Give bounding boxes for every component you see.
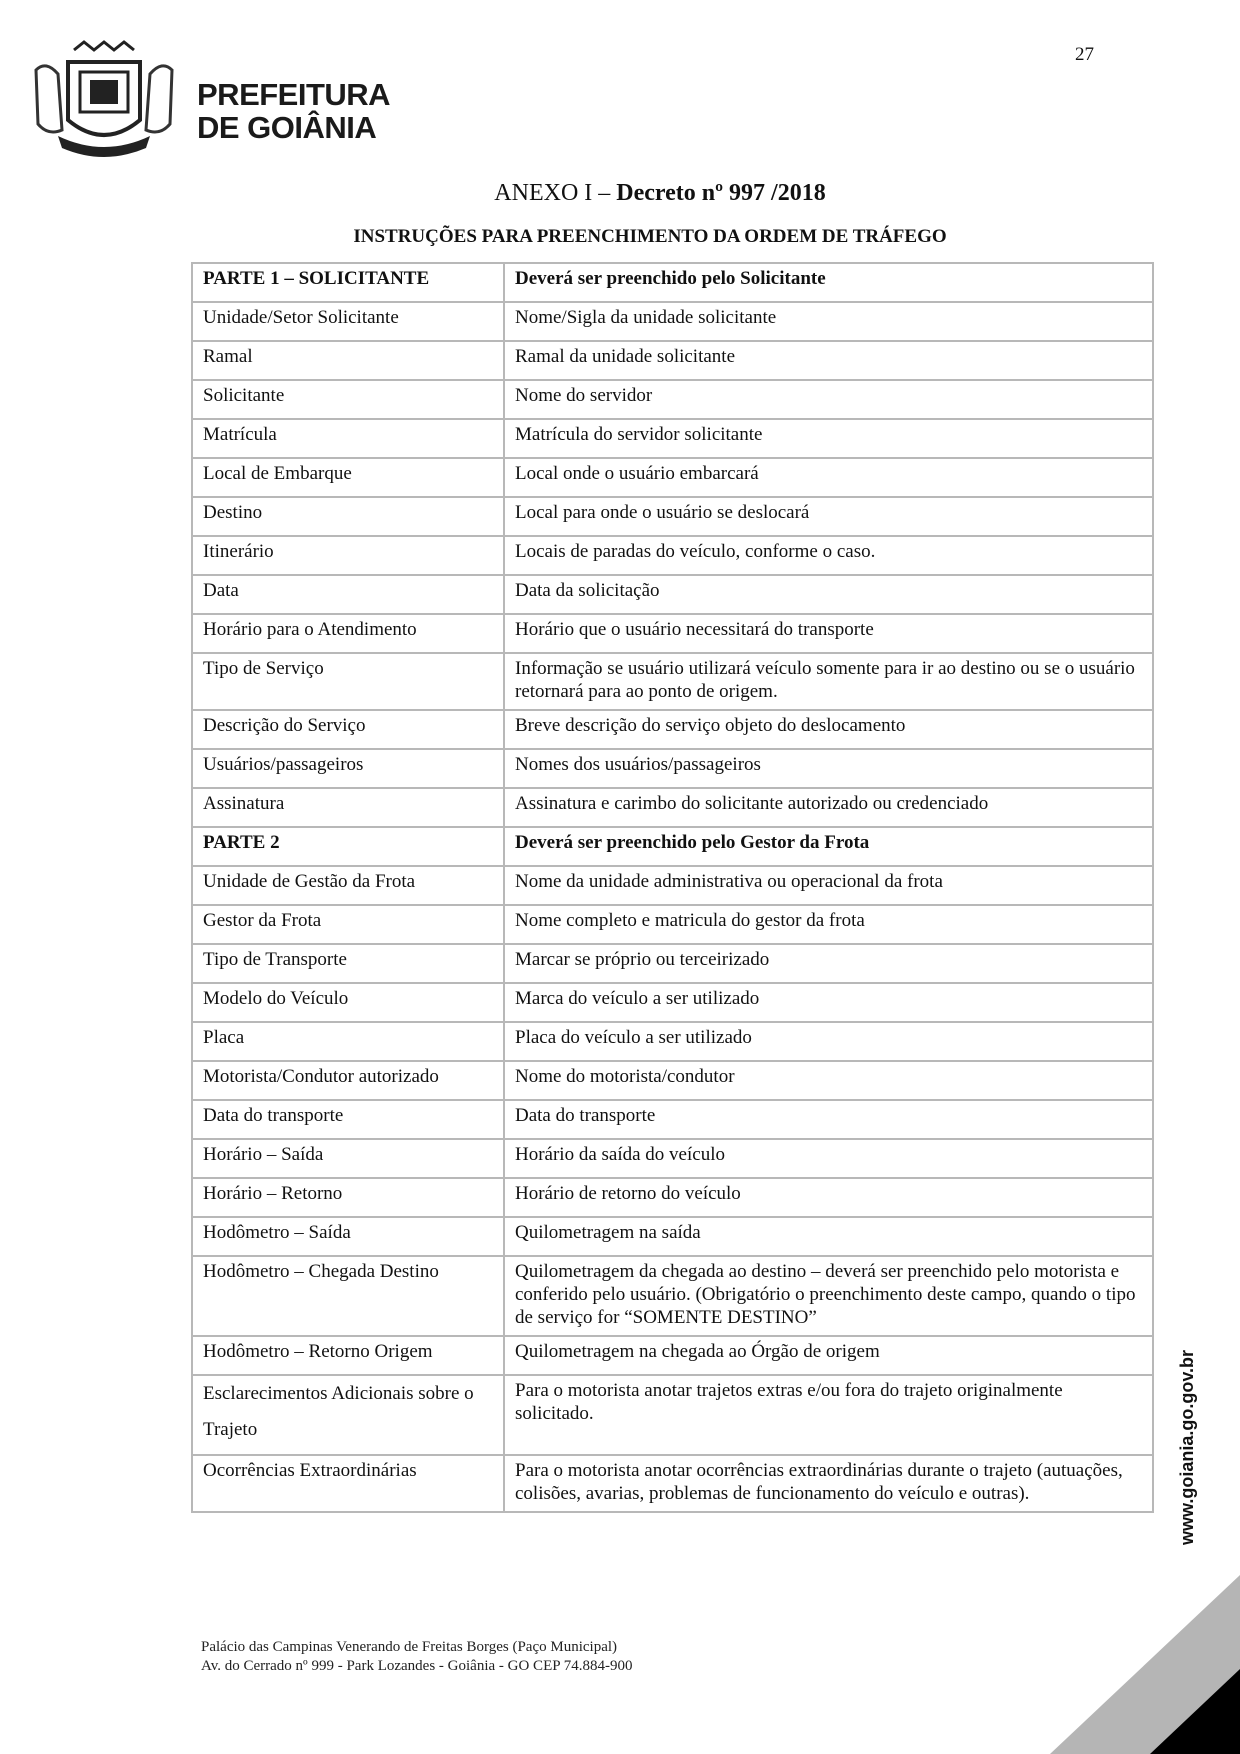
field-name-cell: Gestor da Frota [192, 905, 504, 944]
field-instruction-cell: Assinatura e carimbo do solicitante autorizado ou credenciado [504, 788, 1153, 827]
field-name-cell: Ocorrências Extraordinárias [192, 1455, 504, 1512]
table-row [192, 944, 1153, 983]
table-row [192, 1061, 1153, 1100]
table-row [192, 1022, 1153, 1061]
title-decree: Decreto nº 997 /2018 [616, 180, 826, 206]
field-name-cell: PARTE 2 [192, 827, 504, 866]
website-url: www.goiania.go.gov.br [1177, 1349, 1197, 1545]
table-row [192, 1139, 1153, 1178]
table-row [192, 983, 1153, 1022]
field-instruction-cell: Nomes dos usuários/passageiros [504, 749, 1153, 788]
field-instruction-cell: Ramal da unidade solicitante [504, 341, 1153, 380]
table-row [192, 1178, 1153, 1217]
field-instruction-cell: Deverá ser preenchido pelo Gestor da Frota [504, 827, 1153, 866]
brand-name [197, 78, 390, 144]
field-instruction-cell: Quilometragem na saída [504, 1217, 1153, 1256]
table-row [192, 866, 1153, 905]
table-row [192, 749, 1153, 788]
field-name-cell: Solicitante [192, 380, 504, 419]
field-instruction-cell: Horário de retorno do veículo [504, 1178, 1153, 1217]
field-instruction-cell: Locais de paradas do veículo, conforme o caso. [504, 536, 1153, 575]
field-name-cell: Esclarecimentos Adicionais sobre o Trajeto [192, 1375, 504, 1455]
field-instruction-cell: Deverá ser preenchido pelo Solicitante [504, 263, 1153, 302]
field-name-cell: PARTE 1 – SOLICITANTE [192, 263, 504, 302]
field-instruction-cell: Nome/Sigla da unidade solicitante [504, 302, 1153, 341]
field-instruction-cell: Local onde o usuário embarcará [504, 458, 1153, 497]
field-name-cell: Tipo de Transporte [192, 944, 504, 983]
field-instruction-cell: Para o motorista anotar ocorrências extraordinárias durante o trajeto (autuações, colisões, avarias, problemas de funcionamento do veículo e outras). [504, 1455, 1153, 1512]
field-name-cell: Tipo de Serviço [192, 653, 504, 710]
brand-line-2: DE GOIÂNIA [197, 110, 377, 145]
table-row [192, 1375, 1153, 1455]
field-instruction-cell: Data da solicitação [504, 575, 1153, 614]
table-row [192, 575, 1153, 614]
field-instruction-cell: Nome do motorista/condutor [504, 1061, 1153, 1100]
page-number: 27 [1075, 44, 1094, 65]
field-name-cell: Horário – Retorno [192, 1178, 504, 1217]
field-name-cell: Destino [192, 497, 504, 536]
field-name-cell: Assinatura [192, 788, 504, 827]
table-row [192, 302, 1153, 341]
field-name-cell: Hodômetro – Chegada Destino [192, 1256, 504, 1336]
field-instruction-cell: Para o motorista anotar trajetos extras e/ou fora do trajeto originalmente solicitado. [504, 1375, 1153, 1455]
table-row [192, 710, 1153, 749]
field-name-cell: Unidade de Gestão da Frota [192, 866, 504, 905]
table-row [192, 1455, 1153, 1512]
field-instruction-cell: Data do transporte [504, 1100, 1153, 1139]
field-instruction-cell: Placa do veículo a ser utilizado [504, 1022, 1153, 1061]
field-instruction-cell: Quilometragem da chegada ao destino – deverá ser preenchido pelo motorista e conferido pelo usuário. (Obrigatório o preenchimento deste campo, quando o tipo de serviço for “SOMENTE DESTINO” [504, 1256, 1153, 1336]
brand-line-1: PREFEITURA [197, 77, 391, 112]
field-instruction-cell: Marcar se próprio ou terceirizado [504, 944, 1153, 983]
field-instruction-cell: Horário que o usuário necessitará do transporte [504, 614, 1153, 653]
field-instruction-cell: Informação se usuário utilizará veículo somente para ir ao destino ou se o usuário retornará para ao ponto de origem. [504, 653, 1153, 710]
instructions-table [191, 262, 1154, 1513]
table-row [192, 1217, 1153, 1256]
field-instruction-cell: Nome do servidor [504, 380, 1153, 419]
table-section-row [192, 827, 1153, 866]
city-coat-of-arms-logo [28, 40, 180, 158]
field-instruction-cell: Marca do veículo a ser utilizado [504, 983, 1153, 1022]
table-row [192, 614, 1153, 653]
field-name-cell: Motorista/Condutor autorizado [192, 1061, 504, 1100]
table-row [192, 788, 1153, 827]
field-name-cell: Matrícula [192, 419, 504, 458]
table-row [192, 341, 1153, 380]
footer-address [201, 1638, 633, 1676]
document-title [0, 180, 1240, 207]
document-subtitle: INSTRUÇÕES PARA PREENCHIMENTO DA ORDEM DE TRÁFEGO [353, 226, 947, 247]
field-instruction-cell: Horário da saída do veículo [504, 1139, 1153, 1178]
field-name-cell: Unidade/Setor Solicitante [192, 302, 504, 341]
field-instruction-cell: Local para onde o usuário se deslocará [504, 497, 1153, 536]
field-name-cell: Data [192, 575, 504, 614]
field-instruction-cell: Quilometragem na chegada ao Órgão de origem [504, 1336, 1153, 1375]
field-name-cell: Modelo do Veículo [192, 983, 504, 1022]
table-row [192, 653, 1153, 710]
field-name-cell: Itinerário [192, 536, 504, 575]
table-row [192, 458, 1153, 497]
table-row [192, 1256, 1153, 1336]
footer-line-1: Palácio das Campinas Venerando de Freitas Borges (Paço Municipal) [201, 1639, 618, 1655]
title-prefix: ANEXO I – [494, 180, 617, 206]
table-row [192, 905, 1153, 944]
table-row [192, 380, 1153, 419]
table-row [192, 1100, 1153, 1139]
field-instruction-cell: Nome da unidade administrativa ou operacional da frota [504, 866, 1153, 905]
field-instruction-cell: Breve descrição do serviço objeto do deslocamento [504, 710, 1153, 749]
field-name-cell: Ramal [192, 341, 504, 380]
field-name-cell: Data do transporte [192, 1100, 504, 1139]
table-row [192, 1336, 1153, 1375]
field-name-cell: Horário para o Atendimento [192, 614, 504, 653]
field-name-cell: Horário – Saída [192, 1139, 504, 1178]
field-instruction-cell: Matrícula do servidor solicitante [504, 419, 1153, 458]
field-name-cell: Descrição do Serviço [192, 710, 504, 749]
field-name-cell: Hodômetro – Retorno Origem [192, 1336, 504, 1375]
table-row [192, 419, 1153, 458]
field-name-cell: Placa [192, 1022, 504, 1061]
field-name-cell: Usuários/passageiros [192, 749, 504, 788]
field-instruction-cell: Nome completo e matricula do gestor da frota [504, 905, 1153, 944]
field-name-cell: Local de Embarque [192, 458, 504, 497]
field-name-cell: Hodômetro – Saída [192, 1217, 504, 1256]
corner-decoration [1050, 1575, 1240, 1754]
footer-line-2: Av. do Cerrado nº 999 - Park Lozandes - Goiânia - GO CEP 74.884-900 [201, 1658, 633, 1674]
table-section-row [192, 263, 1153, 302]
table-row [192, 536, 1153, 575]
table-row [192, 497, 1153, 536]
